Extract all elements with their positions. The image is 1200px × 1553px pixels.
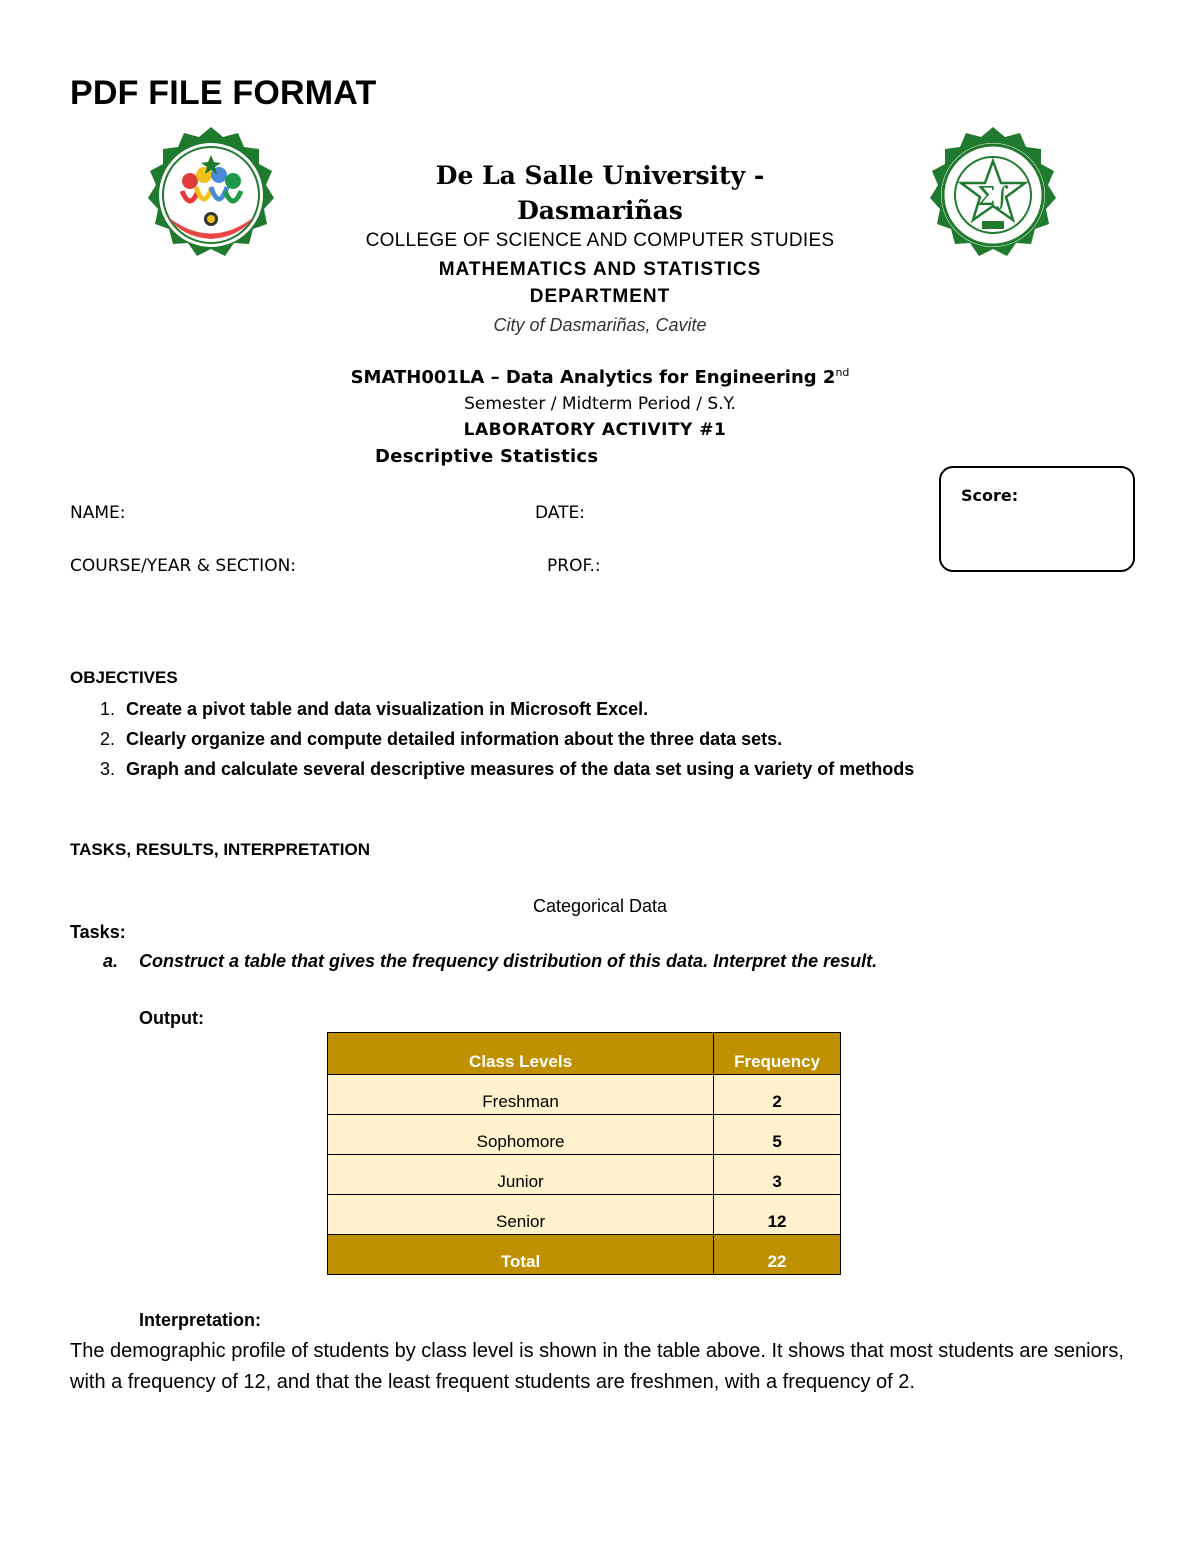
table-row xyxy=(328,1075,841,1115)
table-cell: 3 xyxy=(714,1155,841,1195)
course-title-text: SMATH001LA – Data Analytics for Engineering 2 xyxy=(350,367,836,388)
table-row xyxy=(328,1115,841,1155)
university-name xyxy=(330,158,870,228)
course-title xyxy=(200,366,1000,388)
table-cell: 12 xyxy=(714,1195,841,1235)
date-field-label: DATE: xyxy=(535,503,585,523)
list-item-number: 3. xyxy=(100,759,116,779)
department-line1: MATHEMATICS AND STATISTICS xyxy=(438,259,762,280)
university-name-line1: De La Salle University - xyxy=(435,161,765,190)
table-cell: Senior xyxy=(328,1195,714,1235)
objectives-list xyxy=(100,694,914,784)
table-cell: Freshman xyxy=(328,1075,714,1115)
tasks-label: Tasks: xyxy=(70,922,126,942)
svg-text:Σ∫: Σ∫ xyxy=(977,182,1009,212)
list-item-text: Clearly organize and compute detailed information about the three data sets. xyxy=(126,729,783,749)
dlsud-seal-icon xyxy=(140,125,282,267)
table-cell: Sophomore xyxy=(328,1115,714,1155)
college-name: COLLEGE OF SCIENCE AND COMPUTER STUDIES xyxy=(365,230,835,251)
department-line2: DEPARTMENT xyxy=(529,286,671,307)
table-cell: Junior xyxy=(328,1155,714,1195)
table-header-cell: Class Levels xyxy=(328,1033,714,1075)
table-cell: 5 xyxy=(714,1115,841,1155)
list-item-number: 1. xyxy=(100,699,116,719)
table-header-row xyxy=(328,1033,841,1075)
table-header-cell: Frequency xyxy=(714,1033,841,1075)
table-total-value: 22 xyxy=(714,1235,841,1275)
list-item-number: 2. xyxy=(100,729,116,749)
course-title-sup: nd xyxy=(835,366,850,379)
score-box xyxy=(939,466,1135,572)
list-item-text: Graph and calculate several descriptive measures of the data set using a variety of methods xyxy=(126,759,915,779)
activity-title: LABORATORY ACTIVITY #1 xyxy=(463,420,727,440)
task-a xyxy=(103,951,877,972)
list-item xyxy=(100,694,914,724)
list-item xyxy=(100,754,914,784)
university-name-line2: Dasmariñas xyxy=(517,196,683,225)
table-total-row xyxy=(328,1235,841,1275)
frequency-table xyxy=(327,1032,841,1275)
table-total-label: Total xyxy=(328,1235,714,1275)
list-item-text: Create a pivot table and data visualization in Microsoft Excel. xyxy=(126,699,649,719)
document-title: PDF FILE FORMAT xyxy=(70,74,377,112)
prof-field-label: PROF.: xyxy=(547,556,601,576)
table-row xyxy=(328,1155,841,1195)
score-label: Score: xyxy=(961,486,1019,505)
name-field-label: NAME: xyxy=(70,503,126,523)
task-a-text: Construct a table that gives the frequency distribution of this data. Interpret the result. xyxy=(139,951,878,971)
list-item xyxy=(100,724,914,754)
section-subheading: Categorical Data xyxy=(532,896,668,916)
course-section-field-label: COURSE/YEAR & SECTION: xyxy=(70,556,297,576)
output-label: Output: xyxy=(139,1008,204,1028)
tasks-heading: TASKS, RESULTS, INTERPRETATION xyxy=(70,840,371,859)
city: City of Dasmariñas, Cavite xyxy=(493,315,707,335)
interpretation-label: Interpretation: xyxy=(139,1310,262,1330)
table-cell: 2 xyxy=(714,1075,841,1115)
department-name xyxy=(330,256,870,310)
math-stat-department-seal-icon xyxy=(922,125,1064,267)
objectives-heading: OBJECTIVES xyxy=(70,668,178,687)
table-row xyxy=(328,1195,841,1235)
semester-line: Semester / Midterm Period / S.Y. xyxy=(464,394,736,414)
task-a-letter: a. xyxy=(103,951,119,971)
interpretation-text: The demographic profile of students by class level is shown in the table above. It shows that most students are seniors, with a frequency of 12, and that the least frequent students are freshmen, with a frequency of 2. xyxy=(70,1340,1124,1393)
activity-topic: Descriptive Statistics xyxy=(375,446,599,467)
